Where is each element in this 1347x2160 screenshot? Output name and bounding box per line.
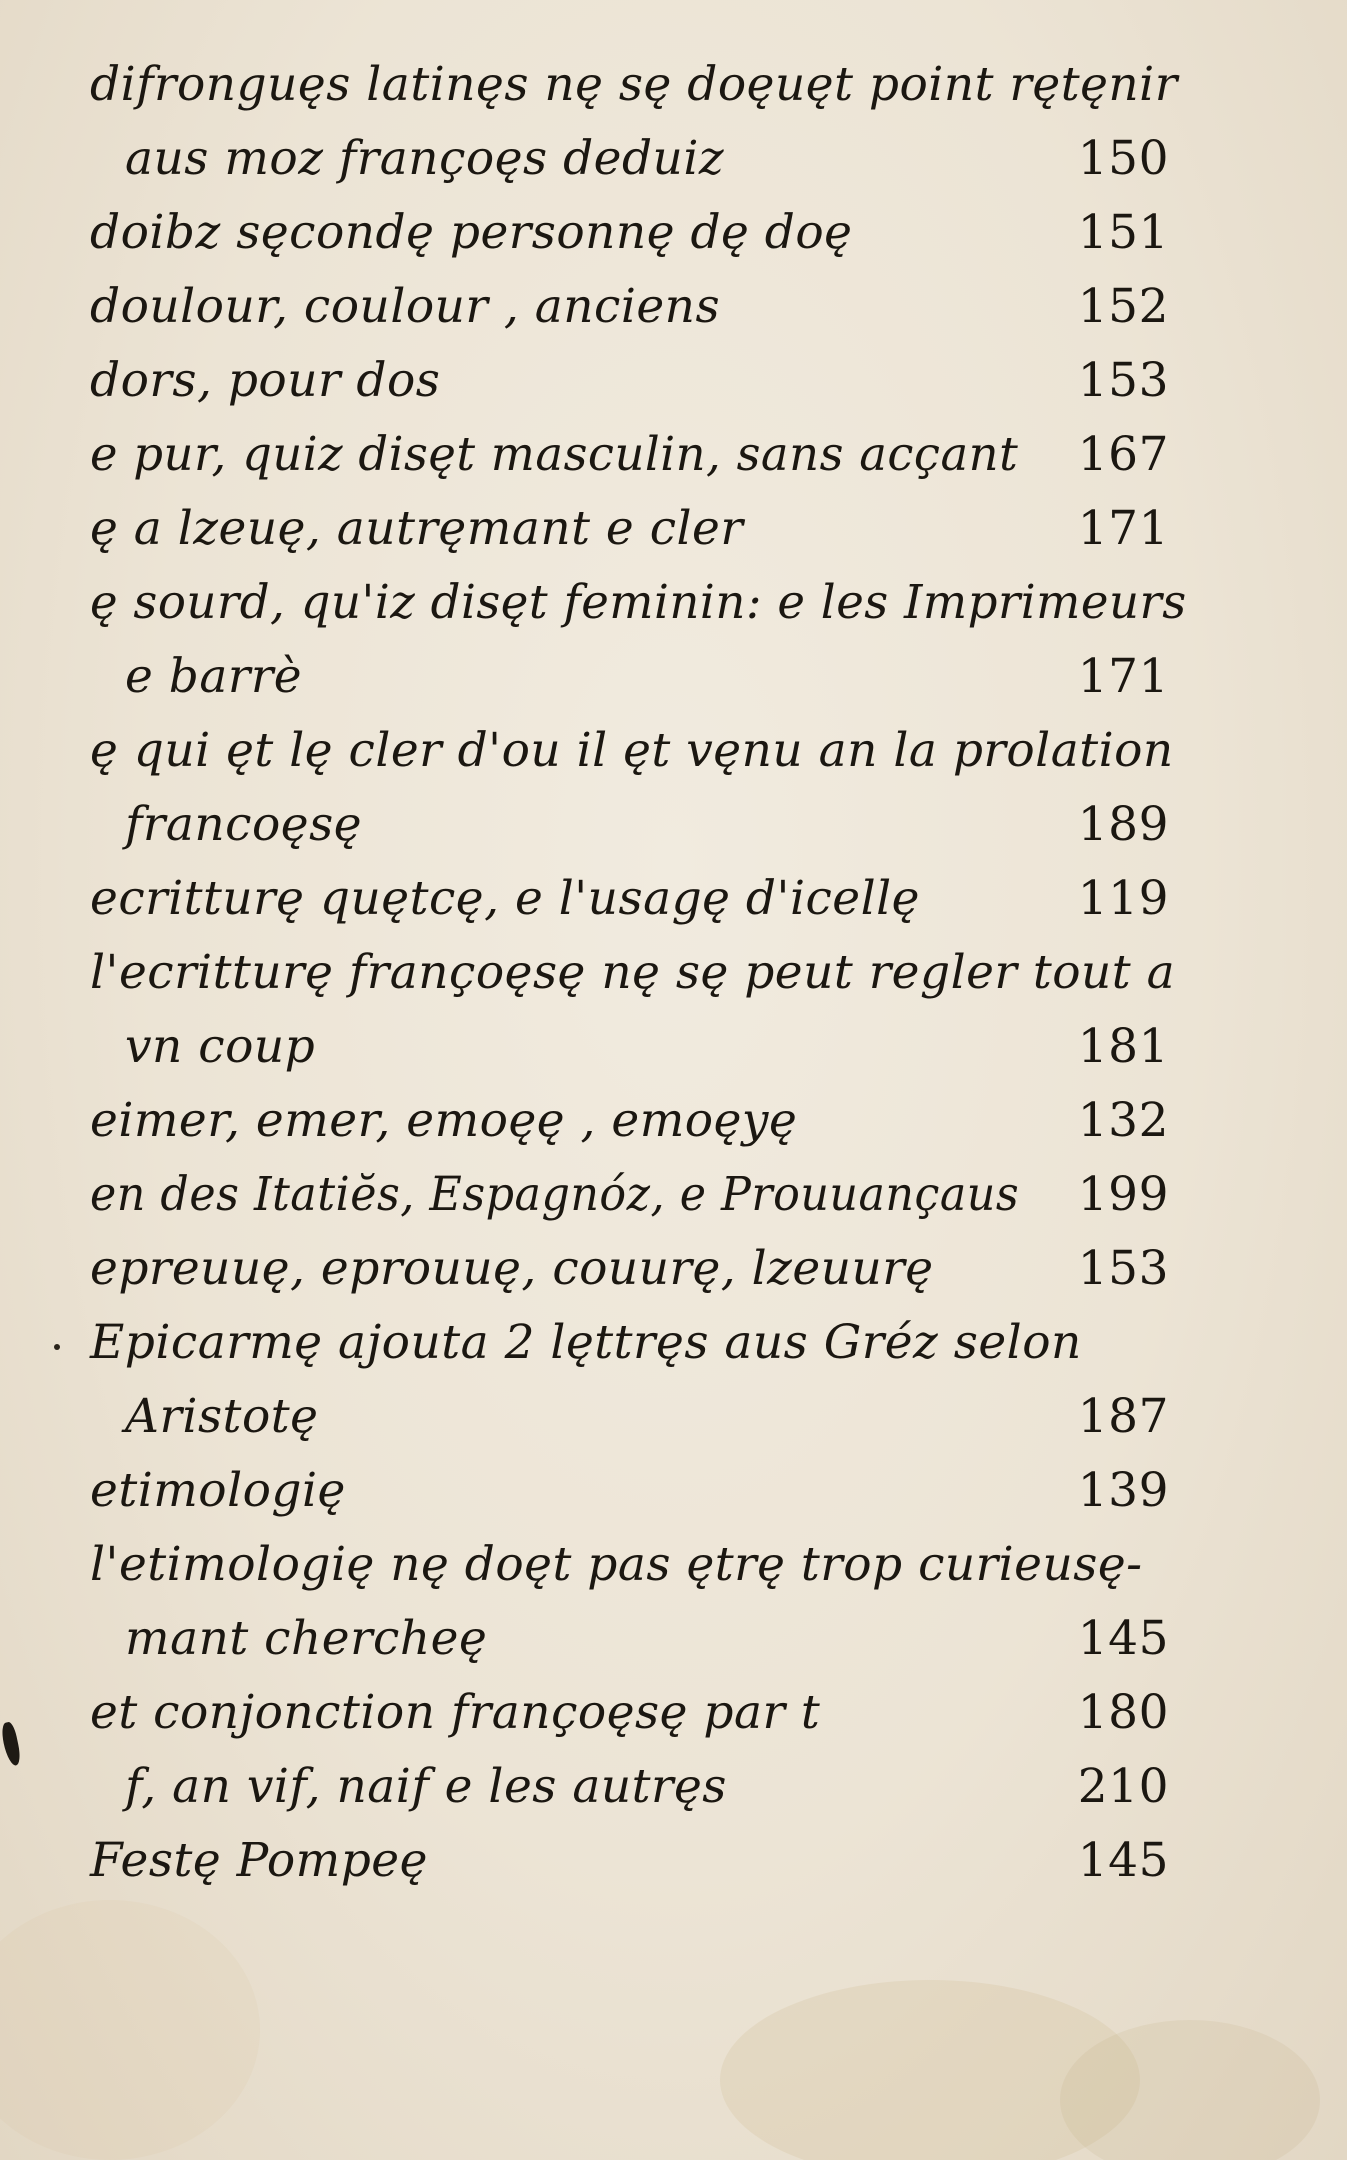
index-entry — [0, 1676, 1347, 1750]
entry-page-number: 167 — [1077, 427, 1169, 482]
entry-text: e barrè — [125, 649, 303, 704]
index-entry — [0, 1010, 1347, 1084]
index-entry — [0, 566, 1347, 640]
entry-text: l'ecritturę françoęsę nę sę peut regler tout a — [90, 945, 1176, 1000]
entry-text: epreuuę, eprouuę, couurę, lzeuurę — [90, 1241, 934, 1296]
entry-text: ę a lzeuę, autręmant e cler — [90, 501, 744, 556]
entry-text: Festę Pompeę — [90, 1833, 428, 1888]
entry-page-number: 145 — [1077, 1833, 1169, 1888]
index-entry — [0, 1602, 1347, 1676]
entry-text: f, an vif, naif e les autręs — [125, 1759, 727, 1814]
entry-page-number: 153 — [1077, 1241, 1169, 1296]
entry-page-number: 181 — [1077, 1019, 1169, 1074]
entry-text: et conjonction françoęsę par t — [90, 1685, 821, 1740]
index-entry — [0, 1158, 1347, 1232]
entry-text: vn coup — [125, 1019, 316, 1074]
entry-page-number: 132 — [1077, 1093, 1169, 1148]
entry-page-number: 145 — [1077, 1611, 1169, 1666]
entry-text: Epicarmę ajouta 2 lęttręs aus Gréz selon — [90, 1315, 1082, 1370]
index-entry — [0, 122, 1347, 196]
index-entry — [0, 1380, 1347, 1454]
index-entry — [0, 788, 1347, 862]
entry-page-number: 187 — [1077, 1389, 1169, 1444]
entry-text: aus moz françoęs deduiz — [125, 131, 725, 186]
entry-page-number: 210 — [1077, 1759, 1169, 1814]
index-entry — [0, 936, 1347, 1010]
entry-text: mant cherchеę — [125, 1611, 488, 1666]
entry-page-number: 119 — [1077, 871, 1169, 926]
index-entry — [0, 1750, 1347, 1824]
entry-text: doibz sęcondę personnę dę doę — [90, 205, 853, 260]
entry-page-number: 150 — [1077, 131, 1169, 186]
entry-page-number: 153 — [1077, 353, 1169, 408]
entry-text: etimologię — [90, 1463, 346, 1518]
entry-text: l'etimologię nę doęt pas ętrę trop curieusę- — [90, 1537, 1143, 1592]
entry-page-number: 139 — [1077, 1463, 1169, 1518]
index-entry — [0, 1084, 1347, 1158]
entry-text: doulour, coulour , anciens — [90, 279, 721, 334]
index-entry — [0, 1232, 1347, 1306]
entry-page-number: 199 — [1077, 1167, 1169, 1222]
index-entry — [0, 418, 1347, 492]
entry-page-number: 171 — [1077, 501, 1169, 556]
index-entry — [0, 492, 1347, 566]
entry-text: en des Itatiĕs, Espagnóz, e Prouuançaus — [90, 1167, 1020, 1222]
entry-text: ę sourd, qu'iz disęt feminin: e les Imprimeurs — [90, 575, 1187, 630]
entry-page-number: 180 — [1077, 1685, 1169, 1740]
entry-text: difronguęs latinęs nę sę doęuęt point rętęnir — [90, 57, 1178, 112]
index-entry — [0, 1454, 1347, 1528]
index-entry — [0, 714, 1347, 788]
entry-page-number: 151 — [1077, 205, 1169, 260]
index-entry — [0, 344, 1347, 418]
index-entry — [0, 640, 1347, 714]
entry-text: e pur, quiz disęt masculin, sans acçant — [90, 427, 1019, 482]
index-entry — [0, 1306, 1347, 1380]
entry-text: eimer, emer, emoęę , emoęyę — [90, 1093, 798, 1148]
entry-text: ecritturę quętcę, e l'usagę d'icellę — [90, 871, 920, 926]
index-entry — [0, 1528, 1347, 1602]
entry-page-number: 171 — [1077, 649, 1169, 704]
entry-page-number: 152 — [1077, 279, 1169, 334]
index-entry — [0, 196, 1347, 270]
entry-text: Aristotę — [125, 1389, 319, 1444]
entry-page-number: 189 — [1077, 797, 1169, 852]
index-entry — [0, 862, 1347, 936]
index-entry — [0, 48, 1347, 122]
index-entry — [0, 270, 1347, 344]
entry-text: ę qui ęt lę cler d'ou il ęt vęnu an la prolation — [90, 723, 1174, 778]
entry-text: francoęsę — [125, 797, 363, 852]
entry-text: dors, pour dos — [90, 353, 441, 408]
index-entry — [0, 1824, 1347, 1898]
